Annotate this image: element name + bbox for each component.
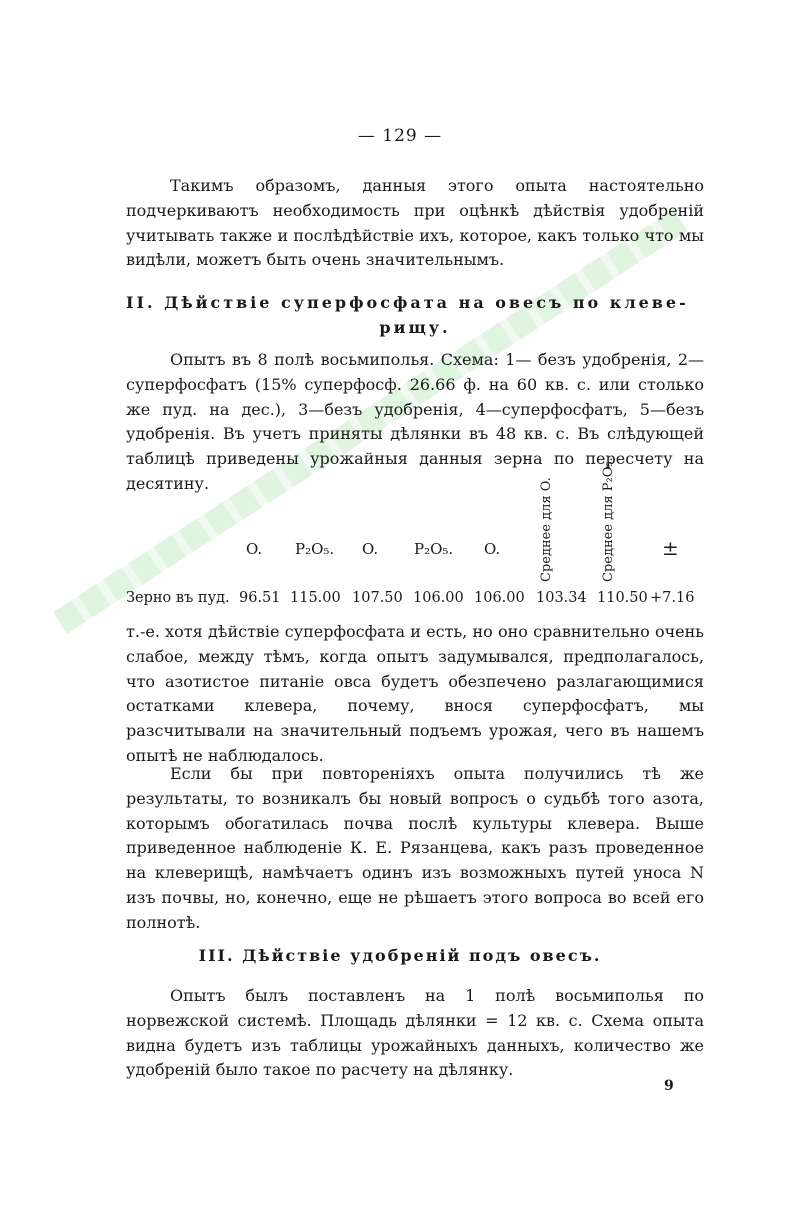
table-row-label: Зерно въ пуд. <box>126 590 230 606</box>
table-header-plus-minus: ± <box>662 536 679 560</box>
page-number: — 129 — <box>357 126 443 146</box>
table-cell-3: 107.50 <box>352 590 403 606</box>
paragraph-norwegian-system: Опытъ былъ поставленъ на 1 полѣ восьмиполья по норвежской системѣ. Площадь дѣлянки = 12 кв. с. Схема опыта видна будетъ изъ таблицы урожайныхъ данныхъ, количество же удобреній было такое по расчету на дѣлянку. <box>126 986 704 1080</box>
table-cell-6: 103.34 <box>536 590 587 606</box>
table-cell-2: 115.00 <box>290 590 341 606</box>
paragraph-experiment-scheme: Опытъ въ 8 полѣ восьмиполья. Схема: 1— безъ удобренія, 2—суперфосфатъ (15% суперфосф. 26.66 ф. на 60 кв. с. или столько же пуд. на дес.), 3—безъ удобренія, 4—суперфосфатъ, 5—безъ удобренія. Въ учетъ приняты дѣлянки въ 48 кв. с. Въ слѣдующей таблицѣ приведены урожайныя данныя зерна по пересчету на десятину. <box>126 350 704 493</box>
section-heading-2-line2: рищу. <box>379 318 451 337</box>
section-heading-2-line1: II. Дѣйствіе суперфосфата на овесъ по клеве- <box>126 293 689 312</box>
table-cell-4: 106.00 <box>413 590 464 606</box>
section-heading-3: III. Дѣйствіе удобреній подъ овесъ. <box>198 946 602 965</box>
signature-mark: 9 <box>664 1078 674 1094</box>
table-header-mean-p2o5: Среднее для P₂O₅. <box>601 457 616 582</box>
table-header-p2o5-2: P₂O₅. <box>414 540 454 558</box>
table-header-o-2: O. <box>362 540 379 558</box>
table-cell-7: 110.50 <box>597 590 648 606</box>
section-heading-2 <box>126 290 704 340</box>
paragraph-superphosphate-effect: т.-е. хотя дѣйствіе суперфосфата и есть, но оно сравнительно очень слабое, между тѣмъ, когда опытъ задумывался, предполагалось, что азотистое питаніе овса будетъ обезпечено разлагающимися остатками клевера, почему, внося суперфосфатъ, мы разсчитывали на значительный подъемъ урожая, чего въ нашемъ опытѣ не наблюдалось. <box>126 622 704 765</box>
table-cell-5: 106.00 <box>474 590 525 606</box>
table-cell-8: +7.16 <box>650 590 695 606</box>
table-header-o-1: O. <box>246 540 263 558</box>
table-cell-1: 96.51 <box>239 590 281 606</box>
table-header-p2o5-1: P₂O₅. <box>295 540 335 558</box>
table-header-o-3: O. <box>484 540 501 558</box>
table-header-mean-o: Среднее для O. <box>539 477 554 582</box>
paragraph-repetitions: Если бы при повтореніяхъ опыта получились тѣ же результаты, то возникалъ бы новый вопросъ о судьбѣ того азота, которымъ обогатилась почва послѣ культуры клевера. Выше приведенное наблюденіе К. Е. Рязанцева, какъ разъ проведенное на клеверищѣ, намѣчаетъ одинъ изъ возможныхъ путей уноса N изъ почвы, но, конечно, еще не рѣшаетъ этого вопроса во всей его полнотѣ. <box>126 764 704 932</box>
paragraph-aftereffect: Такимъ образомъ, данныя этого опыта настоятельно подчеркиваютъ необходимость при оцѣнкѣ дѣйствія удобреній учитывать также и послѣдѣйствіе ихъ, которое, какъ только что мы видѣли, можетъ быть очень значительнымъ. <box>126 176 704 270</box>
